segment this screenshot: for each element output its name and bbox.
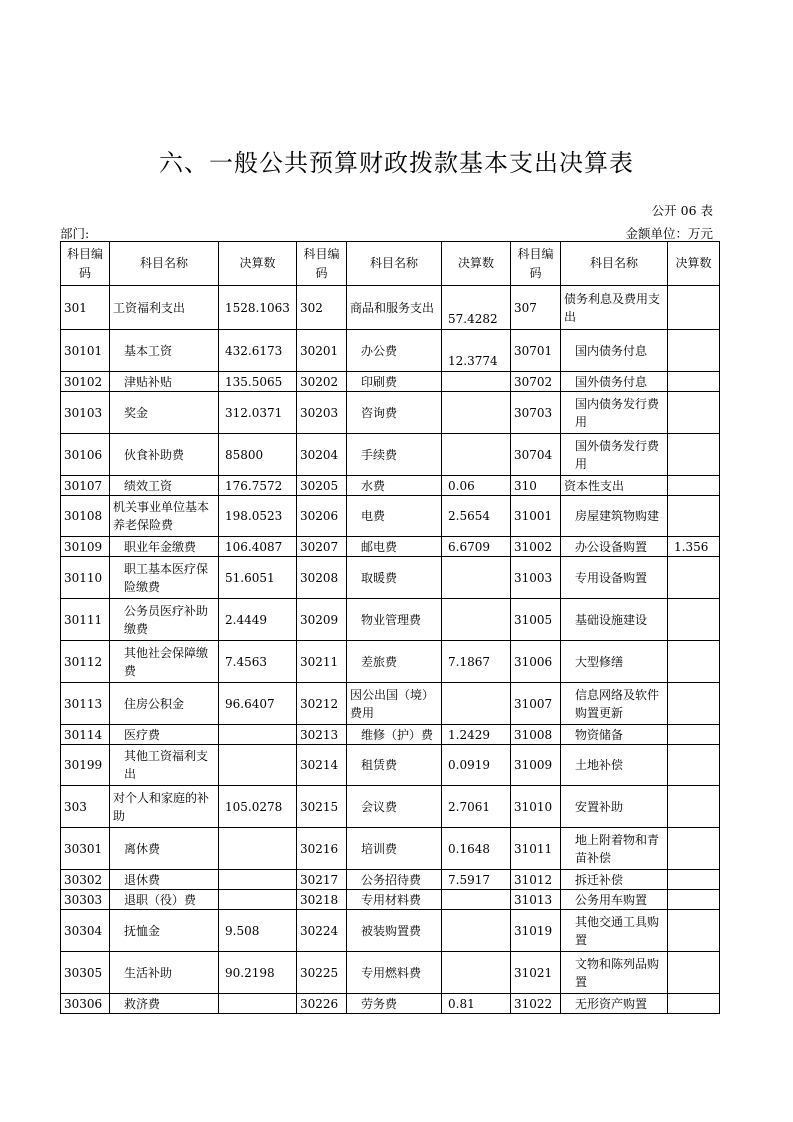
name-cell: 离休费: [110, 828, 219, 870]
department-label: 部门:: [60, 226, 90, 241]
name-cell: 邮电费: [347, 537, 442, 557]
amount-cell: [668, 392, 720, 434]
name-cell: 其他社会保障缴费: [110, 641, 219, 683]
amount-cell: [668, 683, 720, 725]
name-cell: 办公设备购置: [561, 537, 668, 557]
name-cell: 因公出国（境）费用: [347, 683, 442, 725]
code-cell: 307: [511, 286, 561, 330]
name-cell: 国内债务付息: [561, 330, 668, 372]
amount-cell: 105.0278: [219, 786, 297, 828]
name-cell: 印刷费: [347, 372, 442, 392]
code-cell: 30305: [61, 952, 110, 994]
code-cell: 31005: [511, 599, 561, 641]
code-cell: 30113: [61, 683, 110, 725]
code-cell: 30209: [297, 599, 347, 641]
name-cell: 退休费: [110, 870, 219, 890]
amount-cell: [668, 725, 720, 745]
code-cell: 303: [61, 786, 110, 828]
code-cell: 31007: [511, 683, 561, 725]
table-row: [61, 496, 720, 537]
name-cell: 电费: [347, 496, 442, 537]
code-cell: 30102: [61, 372, 110, 392]
table-row: [61, 537, 720, 557]
header-row: [61, 242, 720, 286]
name-cell: 救济费: [110, 994, 219, 1014]
amount-cell: [668, 476, 720, 496]
name-cell: 专用设备购置: [561, 557, 668, 599]
code-cell: 30304: [61, 910, 110, 952]
amount-cell: 176.7572: [219, 476, 297, 496]
code-cell: 31012: [511, 870, 561, 890]
amount-cell: [668, 557, 720, 599]
code-cell: 30702: [511, 372, 561, 392]
header-amount-1: 决算数: [219, 242, 297, 286]
amount-cell: 0.0919: [442, 745, 511, 786]
code-cell: 31010: [511, 786, 561, 828]
name-cell: 国外债务付息: [561, 372, 668, 392]
name-cell: 工资福利支出: [110, 286, 219, 330]
amount-cell: 2.5654: [442, 496, 511, 537]
code-cell: 30208: [297, 557, 347, 599]
table-row: [61, 828, 720, 870]
amount-cell: [668, 286, 720, 330]
code-cell: 30205: [297, 476, 347, 496]
header-amount-2: 决算数: [442, 242, 511, 286]
code-cell: 30103: [61, 392, 110, 434]
code-cell: 30202: [297, 372, 347, 392]
code-cell: 30214: [297, 745, 347, 786]
amount-cell: [668, 890, 720, 910]
name-cell: 维修（护）费: [347, 725, 442, 745]
amount-cell: [442, 910, 511, 952]
table-row: [61, 286, 720, 330]
table-row: [61, 476, 720, 496]
code-cell: 30306: [61, 994, 110, 1014]
name-cell: 土地补偿: [561, 745, 668, 786]
name-cell: 租赁费: [347, 745, 442, 786]
expenditure-table: [60, 241, 720, 1014]
name-cell: 物业管理费: [347, 599, 442, 641]
code-cell: 31019: [511, 910, 561, 952]
header-name-2: 科目名称: [347, 242, 442, 286]
name-cell: 大型修缮: [561, 641, 668, 683]
amount-cell: [668, 372, 720, 392]
amount-cell: 9.508: [219, 910, 297, 952]
code-cell: 30215: [297, 786, 347, 828]
amount-cell: 2.4449: [219, 599, 297, 641]
name-cell: 抚恤金: [110, 910, 219, 952]
code-cell: 31013: [511, 890, 561, 910]
name-cell: 住房公积金: [110, 683, 219, 725]
name-cell: 对个人和家庭的补助: [110, 786, 219, 828]
code-cell: 30112: [61, 641, 110, 683]
code-cell: 30108: [61, 496, 110, 537]
amount-cell: [219, 725, 297, 745]
name-cell: 取暖费: [347, 557, 442, 599]
code-cell: 31011: [511, 828, 561, 870]
name-cell: 国内债务发行费用: [561, 392, 668, 434]
name-cell: 专用燃料费: [347, 952, 442, 994]
name-cell: 劳务费: [347, 994, 442, 1014]
name-cell: 津贴补贴: [110, 372, 219, 392]
amount-cell: [442, 683, 511, 725]
name-cell: 咨询费: [347, 392, 442, 434]
amount-cell: 96.6407: [219, 683, 297, 725]
amount-cell: [668, 496, 720, 537]
code-cell: 302: [297, 286, 347, 330]
name-cell: 机关事业单位基本养老保险费: [110, 496, 219, 537]
code-cell: 30213: [297, 725, 347, 745]
amount-cell: [219, 994, 297, 1014]
code-cell: 30225: [297, 952, 347, 994]
code-cell: 30199: [61, 745, 110, 786]
header-name-3: 科目名称: [561, 242, 668, 286]
name-cell: 公务招待费: [347, 870, 442, 890]
code-cell: 31003: [511, 557, 561, 599]
amount-cell: 1528.1063: [219, 286, 297, 330]
header-code-3: 科目编码: [511, 242, 561, 286]
name-cell: 公务用车购置: [561, 890, 668, 910]
code-cell: 30224: [297, 910, 347, 952]
code-cell: 30206: [297, 496, 347, 537]
code-cell: 30109: [61, 537, 110, 557]
header-code-2: 科目编码: [297, 242, 347, 286]
amount-cell: [219, 828, 297, 870]
amount-cell: [442, 392, 511, 434]
amount-cell: 7.5917: [442, 870, 511, 890]
name-cell: 会议费: [347, 786, 442, 828]
code-cell: 30704: [511, 434, 561, 476]
unit-label: 金额单位：万元: [625, 226, 713, 241]
name-cell: 无形资产购置: [561, 994, 668, 1014]
code-cell: 30218: [297, 890, 347, 910]
name-cell: 国外债务发行费用: [561, 434, 668, 476]
name-cell: 其他交通工具购置: [561, 910, 668, 952]
name-cell: 退职（役）费: [110, 890, 219, 910]
table-row: [61, 890, 720, 910]
amount-cell: 0.81: [442, 994, 511, 1014]
code-cell: 30701: [511, 330, 561, 372]
code-cell: 30110: [61, 557, 110, 599]
name-cell: 伙食补助费: [110, 434, 219, 476]
amount-cell: 85800: [219, 434, 297, 476]
name-cell: 职工基本医疗保险缴费: [110, 557, 219, 599]
name-cell: 资本性支出: [561, 476, 668, 496]
page-title: 六、一般公共预算财政拨款基本支出决算表: [159, 149, 634, 177]
code-cell: 30217: [297, 870, 347, 890]
amount-cell: 90.2198: [219, 952, 297, 994]
amount-cell: [442, 557, 511, 599]
amount-cell: 432.6173: [219, 330, 297, 372]
code-cell: 31009: [511, 745, 561, 786]
name-cell: 信息网络及软件购置更新: [561, 683, 668, 725]
name-cell: 公务员医疗补助缴费: [110, 599, 219, 641]
amount-cell: [668, 641, 720, 683]
table-row: [61, 599, 720, 641]
table-row: [61, 392, 720, 434]
name-cell: 培训费: [347, 828, 442, 870]
name-cell: 地上附着物和青苗补偿: [561, 828, 668, 870]
table-row: [61, 434, 720, 476]
name-cell: 债务利息及费用支出: [561, 286, 668, 330]
code-cell: 301: [61, 286, 110, 330]
amount-cell: 0.1648: [442, 828, 511, 870]
code-cell: 30204: [297, 434, 347, 476]
code-cell: 30226: [297, 994, 347, 1014]
code-cell: 30703: [511, 392, 561, 434]
header-name-1: 科目名称: [110, 242, 219, 286]
code-cell: 31022: [511, 994, 561, 1014]
amount-cell: 135.5065: [219, 372, 297, 392]
code-cell: 30207: [297, 537, 347, 557]
amount-cell: [668, 910, 720, 952]
amount-cell: [442, 434, 511, 476]
table-row: [61, 683, 720, 725]
header-code-1: 科目编码: [61, 242, 110, 286]
amount-cell: [668, 330, 720, 372]
code-cell: 31008: [511, 725, 561, 745]
name-cell: 医疗费: [110, 725, 219, 745]
name-cell: 生活补助: [110, 952, 219, 994]
code-cell: 30111: [61, 599, 110, 641]
code-cell: 30216: [297, 828, 347, 870]
amount-cell: [668, 994, 720, 1014]
table-row: [61, 557, 720, 599]
table-row: [61, 330, 720, 372]
name-cell: 文物和陈列品购置: [561, 952, 668, 994]
amount-cell: [219, 890, 297, 910]
name-cell: 基础设施建设: [561, 599, 668, 641]
code-cell: 30106: [61, 434, 110, 476]
table-row: [61, 725, 720, 745]
amount-cell: 12.3774: [442, 330, 511, 372]
name-cell: 职业年金缴费: [110, 537, 219, 557]
table-row: [61, 910, 720, 952]
name-cell: 拆迁补偿: [561, 870, 668, 890]
name-cell: 水费: [347, 476, 442, 496]
name-cell: 绩效工资: [110, 476, 219, 496]
amount-cell: 2.7061: [442, 786, 511, 828]
name-cell: 物资储备: [561, 725, 668, 745]
amount-cell: [442, 372, 511, 392]
amount-cell: [219, 870, 297, 890]
amount-cell: [668, 745, 720, 786]
table-row: [61, 994, 720, 1014]
amount-cell: [442, 952, 511, 994]
code-cell: 31006: [511, 641, 561, 683]
table-row: [61, 745, 720, 786]
amount-cell: [668, 786, 720, 828]
name-cell: 商品和服务支出: [347, 286, 442, 330]
name-cell: 被装购置费: [347, 910, 442, 952]
name-cell: 房屋建筑物购建: [561, 496, 668, 537]
amount-cell: 312.0371: [219, 392, 297, 434]
amount-cell: [442, 599, 511, 641]
code-cell: 30303: [61, 890, 110, 910]
name-cell: 办公费: [347, 330, 442, 372]
table-row: [61, 786, 720, 828]
table-row: [61, 952, 720, 994]
amount-cell: 106.4087: [219, 537, 297, 557]
header-amount-3: 决算数: [668, 242, 720, 286]
code-cell: 31001: [511, 496, 561, 537]
amount-cell: [668, 434, 720, 476]
code-cell: 31002: [511, 537, 561, 557]
amount-cell: 1.356: [668, 537, 720, 557]
code-cell: 30107: [61, 476, 110, 496]
code-cell: 30212: [297, 683, 347, 725]
amount-cell: [668, 828, 720, 870]
code-cell: 30101: [61, 330, 110, 372]
amount-cell: 1.2429: [442, 725, 511, 745]
name-cell: 差旅费: [347, 641, 442, 683]
code-cell: 30201: [297, 330, 347, 372]
amount-cell: [668, 870, 720, 890]
amount-cell: 0.06: [442, 476, 511, 496]
amount-cell: 51.6051: [219, 557, 297, 599]
amount-cell: 7.4563: [219, 641, 297, 683]
form-number: 公开 06 表: [651, 203, 713, 218]
code-cell: 310: [511, 476, 561, 496]
table-row: [61, 641, 720, 683]
name-cell: 专用材料费: [347, 890, 442, 910]
name-cell: 其他工资福利支出: [110, 745, 219, 786]
name-cell: 基本工资: [110, 330, 219, 372]
amount-cell: 7.1867: [442, 641, 511, 683]
code-cell: 30203: [297, 392, 347, 434]
table-row: [61, 870, 720, 890]
amount-cell: [219, 745, 297, 786]
amount-cell: [668, 952, 720, 994]
amount-cell: [668, 599, 720, 641]
code-cell: 30301: [61, 828, 110, 870]
amount-cell: 57.4282: [442, 286, 511, 330]
name-cell: 奖金: [110, 392, 219, 434]
name-cell: 安置补助: [561, 786, 668, 828]
amount-cell: 198.0523: [219, 496, 297, 537]
code-cell: 30211: [297, 641, 347, 683]
name-cell: 手续费: [347, 434, 442, 476]
amount-cell: 6.6709: [442, 537, 511, 557]
code-cell: 30114: [61, 725, 110, 745]
code-cell: 30302: [61, 870, 110, 890]
table-row: [61, 372, 720, 392]
code-cell: 31021: [511, 952, 561, 994]
amount-cell: [442, 890, 511, 910]
